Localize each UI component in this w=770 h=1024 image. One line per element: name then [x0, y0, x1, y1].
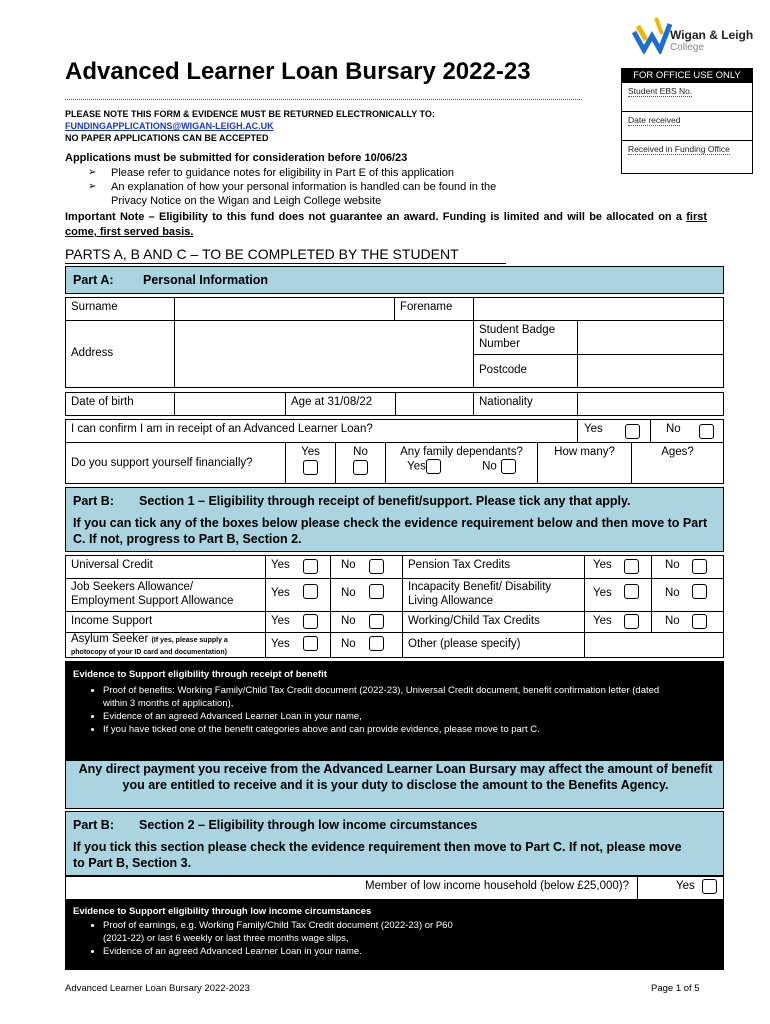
badge-label: Student Badge Number — [473, 320, 578, 355]
part-a-title: Personal Information — [143, 273, 269, 287]
no-label: No — [665, 559, 680, 571]
yes-label: Yes — [593, 559, 612, 571]
evidence-item: • If you have ticked one of the benefit categories above and can provide evidence, please move to part C. — [103, 723, 724, 736]
jsa-no-checkbox[interactable] — [369, 584, 384, 599]
surname-label: Surname — [65, 297, 175, 321]
logo-mark-icon — [632, 14, 672, 54]
forename-label: Forename — [394, 297, 474, 321]
is-yes-cell — [265, 611, 331, 633]
deadline-text: Applications must be submitted for consideration before 10/06/23 — [65, 152, 408, 164]
no-label: No — [341, 559, 356, 571]
bullet-item: ➢ An explanation of how your personal information is handled can be found in the — [88, 180, 588, 194]
no-label: No — [341, 587, 356, 599]
low-income-yes-cell — [637, 876, 724, 900]
benefit-other: Other (please specify) — [402, 632, 585, 658]
benefit-pension-tax-credits: Pension Tax Credits — [402, 555, 585, 579]
age-field[interactable] — [395, 392, 474, 416]
return-notice — [65, 108, 435, 144]
benefit-income-support: Income Support — [65, 611, 266, 633]
support-label: Do you support yourself financially? — [65, 442, 286, 484]
no-label: No — [353, 446, 368, 458]
confirm-no-cell — [650, 419, 724, 443]
yes-label: Yes — [271, 587, 290, 599]
dependants-yes-checkbox[interactable] — [426, 459, 441, 474]
part-b2-header — [65, 811, 724, 876]
address-label: Address — [65, 320, 175, 388]
jsa-yes-checkbox[interactable] — [303, 584, 318, 599]
ptc-no-cell — [651, 555, 724, 579]
yes-label: Yes — [271, 559, 290, 571]
evidence-low-income-list — [65, 919, 724, 958]
evidence-benefit-box — [65, 661, 724, 761]
dob-field[interactable] — [174, 392, 286, 416]
office-use-header: FOR OFFICE USE ONLY — [622, 69, 752, 83]
dependants-cell — [385, 442, 538, 484]
yes-label: Yes — [584, 423, 603, 435]
no-label: No — [482, 460, 497, 473]
uc-no-checkbox[interactable] — [369, 559, 384, 574]
evidence-benefit-list — [65, 684, 724, 736]
low-income-label: Member of low income household (below £25,000)? — [65, 876, 638, 900]
part-b1-title: Section 1 – Eligibility through receipt of benefit/support. Please tick any that apply. — [139, 494, 631, 508]
low-income-yes-checkbox[interactable] — [702, 879, 717, 894]
as-no-cell — [330, 632, 403, 658]
no-label: No — [665, 615, 680, 627]
benefit-warning — [65, 761, 724, 809]
evidence-item: • Evidence of an agreed Advanced Learner Loan in your name, — [103, 710, 724, 723]
confirm-yes-cell — [577, 419, 651, 443]
ages-label: Ages? — [661, 446, 694, 458]
ptc-yes-checkbox[interactable] — [624, 559, 639, 574]
benefit-working-child-tax: Working/Child Tax Credits — [402, 611, 585, 633]
forename-field[interactable] — [473, 297, 724, 321]
evidence-item: • Evidence of an agreed Advanced Learner Loan in your name. — [103, 945, 724, 958]
dependants-label: Any family dependants? — [400, 446, 523, 458]
evidence-benefit-title: Evidence to Support eligibility through receipt of benefit — [73, 669, 327, 680]
support-no-checkbox[interactable] — [353, 460, 368, 475]
is-no-cell — [330, 611, 403, 633]
uc-no-cell — [330, 555, 403, 579]
postcode-label: Postcode — [473, 354, 578, 388]
yes-label: Yes — [407, 460, 426, 473]
benefit-incapacity-dla: Incapacity Benefit/ Disability Living Allowance — [402, 578, 585, 612]
footer-title: Advanced Learner Loan Bursary 2022-2023 — [65, 983, 250, 994]
ib-no-cell — [651, 578, 724, 612]
how-many-cell[interactable] — [537, 442, 632, 484]
evidence-item: • Proof of benefits: Working Family/Child Tax Credit document (2022-23), Universal Credit document, benefit confirmation letter (dated within 3 months of application), — [103, 684, 724, 710]
part-b2-label: Part B: — [73, 818, 114, 832]
ib-yes-cell — [584, 578, 652, 612]
logo-subname: College — [670, 42, 704, 53]
part-a-header — [65, 266, 724, 294]
evidence-low-income-box — [65, 900, 724, 970]
evidence-low-income-title: Evidence to Support eligibility through low income circumstances — [73, 906, 372, 917]
dob-label: Date of birth — [65, 392, 175, 416]
important-underline: first come, first served basis. — [65, 211, 707, 238]
uc-yes-cell — [265, 555, 331, 579]
address-field[interactable] — [174, 320, 474, 388]
jsa-yes-cell — [265, 578, 331, 612]
confirm-yes-checkbox[interactable] — [625, 424, 640, 439]
asylum-label: Asylum Seeker — [71, 633, 149, 645]
yes-label: Yes — [301, 446, 320, 458]
how-many-label: How many? — [554, 446, 615, 458]
postcode-field[interactable] — [577, 354, 724, 388]
surname-field[interactable] — [174, 297, 395, 321]
is-no-checkbox[interactable] — [369, 614, 384, 629]
ages-cell[interactable] — [631, 442, 724, 484]
page-title: Advanced Learner Loan Bursary 2022-23 — [65, 58, 531, 85]
title-divider — [65, 99, 582, 100]
bullet-item: ➢ Please refer to guidance notes for eligibility in Part E of this application — [88, 166, 588, 180]
wtc-yes-checkbox[interactable] — [624, 614, 639, 629]
support-no-cell — [335, 442, 386, 484]
office-use-box — [621, 68, 753, 174]
evidence-item: • Proof of earnings, e.g. Working Family/Child Tax Credit document (2022-23) or P60 (2021-22) or last 6 weekly or last three months wage slips, — [103, 919, 724, 945]
ptc-yes-cell — [584, 555, 652, 579]
part-b2-instruction: If you tick this section please check the evidence requirement then move to Part C. If not, please move to Part B, Section 3. — [73, 840, 682, 870]
office-field-date[interactable]: Date received — [622, 112, 752, 141]
funding-email-link[interactable]: FUNDINGAPPLICATIONS@WIGAN-LEIGH.AC.UK — [65, 121, 274, 131]
ib-no-checkbox[interactable] — [692, 584, 707, 599]
guidance-bullets — [88, 166, 588, 208]
yes-label: Yes — [271, 615, 290, 627]
important-text: Important Note – Eligibility to this fund does not guarantee an award. Funding is limited and will be allocated on a — [65, 211, 687, 223]
age-label: Age at 31/08/22 — [285, 392, 396, 416]
as-yes-checkbox[interactable] — [303, 636, 318, 651]
notice-paper: NO PAPER APPLICATIONS CAN BE ACCEPTED — [65, 133, 269, 143]
college-logo — [632, 14, 752, 58]
parts-heading: PARTS A, B AND C – TO BE COMPLETED BY THE STUDENT — [65, 246, 459, 262]
nationality-field[interactable] — [577, 392, 724, 416]
bullet-continuation: Privacy Notice on the Wigan and Leigh College website — [111, 195, 382, 207]
notice-line: PLEASE NOTE THIS FORM & EVIDENCE MUST BE RETURNED ELECTRONICALLY TO: — [65, 109, 435, 119]
important-note — [65, 210, 707, 240]
asylum-note: (If yes, please supply a photocopy of your ID card and documentation) — [71, 637, 228, 656]
yes-label: Yes — [593, 587, 612, 599]
part-b2-title: Section 2 – Eligibility through low income circumstances — [139, 818, 478, 832]
nationality-label: Nationality — [473, 392, 578, 416]
parts-heading-underline — [65, 263, 506, 264]
part-a-label: Part A: — [73, 273, 114, 287]
warning-text: Any direct payment you receive from the Advanced Learner Loan Bursary may affect the amount of benefit you are entitled to receive and it is your duty to disclose the amount to the Benefits Agency. — [78, 762, 713, 792]
benefit-jsa-esa: Job Seekers Allowance/ Employment Support Allowance — [65, 578, 266, 612]
no-label: No — [665, 587, 680, 599]
page-number: Page 1 of 5 — [651, 983, 700, 994]
yes-label: Yes — [676, 880, 695, 892]
benefit-universal-credit: Universal Credit — [65, 555, 266, 579]
uc-yes-checkbox[interactable] — [303, 559, 318, 574]
logo-name: Wigan & Leigh — [670, 28, 754, 42]
office-field-received[interactable]: Received in Funding Office — [628, 144, 730, 154]
part-b1-label: Part B: — [73, 494, 114, 508]
no-label: No — [341, 638, 356, 650]
yes-label: Yes — [593, 615, 612, 627]
other-specify-field[interactable] — [584, 632, 724, 658]
wtc-no-cell — [651, 611, 724, 633]
part-b1-header — [65, 487, 724, 552]
office-field-ebs[interactable]: Student EBS No. — [622, 83, 752, 112]
benefit-asylum-seeker — [65, 632, 266, 658]
ptc-no-checkbox[interactable] — [692, 559, 707, 574]
part-b1-instruction: If you can tick any of the boxes below please check the evidence requirement below and then move to Part C. If not, progress to Part B, Section 2. — [73, 516, 708, 546]
yes-label: Yes — [271, 638, 290, 650]
support-yes-cell — [285, 442, 336, 484]
confirm-loan-label: I can confirm I am in receipt of an Advanced Learner Loan? — [65, 419, 578, 443]
ib-yes-checkbox[interactable] — [624, 584, 639, 599]
badge-field[interactable] — [577, 320, 724, 355]
as-no-checkbox[interactable] — [369, 636, 384, 651]
as-yes-cell — [265, 632, 331, 658]
no-label: No — [341, 615, 356, 627]
dependants-no-checkbox[interactable] — [501, 459, 516, 474]
wtc-yes-cell — [584, 611, 652, 633]
no-label: No — [666, 423, 681, 435]
support-yes-checkbox[interactable] — [303, 460, 318, 475]
confirm-no-checkbox[interactable] — [699, 424, 714, 439]
is-yes-checkbox[interactable] — [303, 614, 318, 629]
jsa-no-cell — [330, 578, 403, 612]
wtc-no-checkbox[interactable] — [692, 614, 707, 629]
